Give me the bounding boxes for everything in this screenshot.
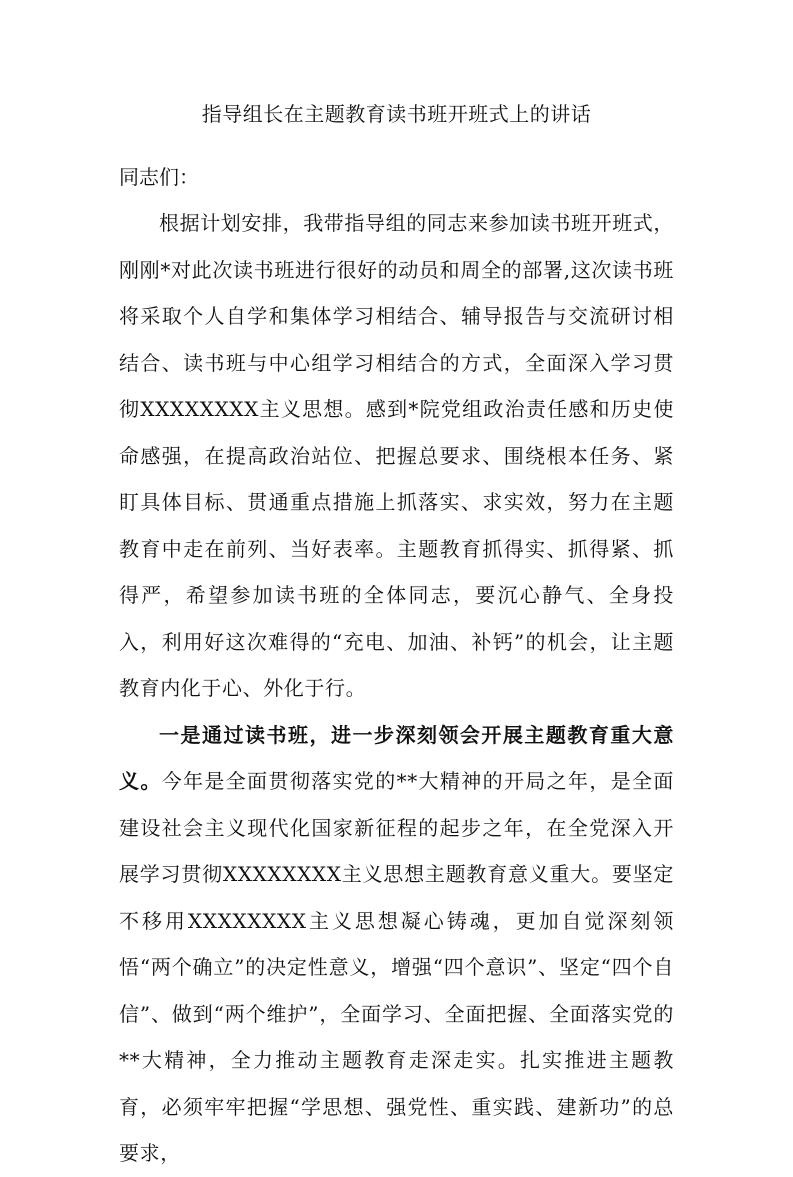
document-title: 指导组长在主题教育读书班开班式上的讲话 — [201, 102, 592, 126]
paragraph-text: 今年是全面贯彻落实党的**大精神的开局之年，是全面建设社会主义现代化国家新征程的起步之年，在全党深入开展学习贯彻XXXXXXXX主义思想主题教育意义重大。要坚定不移用XXXXXXXX主义思想凝心铸魂，更加自觉深刻领悟“两个确立”的决定性意义，增强“四个意识”、坚定“四个自信”、做到“两个维护”，全面学习、全面把握、全面落实党的**大精神，全力推动主题教育走深走实。扎实推进主题教育，必须牢牢把握“学思想、强党性、重实践、建新功”的总要求， — [119, 769, 675, 1165]
paragraph-opening — [119, 200, 674, 712]
paragraph-lead-heading: 一是通过读书班，进一步深刻领会开展主题教育重大意义。 — [119, 722, 674, 793]
paragraph-point-one — [119, 712, 674, 1177]
paragraph-text: 根据计划安排，我带指导组的同志来参加读书班开班式，刚刚*对此次读书班进行很好的动员和周全的部署,这次读书班将采取个人自学和集体学习相结合、辅导报告与交流研讨相结合、读书班与中心组学习相结合的方式，全面深入学习贯彻XXXXXXXX主义思想。感到*院党组政治责任感和历史使命感强，在提高政治站位、把握总要求、围绕根本任务、紧盯具体目标、贯通重点措施上抓落实、求实效，努力在主题教育中走在前列、当好表率。主题教育抓得实、抓得紧、抓得严，希望参加读书班的全体同志，要沉心静气、全身投入，利用好这次难得的“充电、加油、补钙”的机会，让主题教育内化于心、外化于行。 — [119, 211, 674, 700]
salutation: 同志们： — [119, 165, 199, 189]
document-body — [119, 92, 674, 1177]
